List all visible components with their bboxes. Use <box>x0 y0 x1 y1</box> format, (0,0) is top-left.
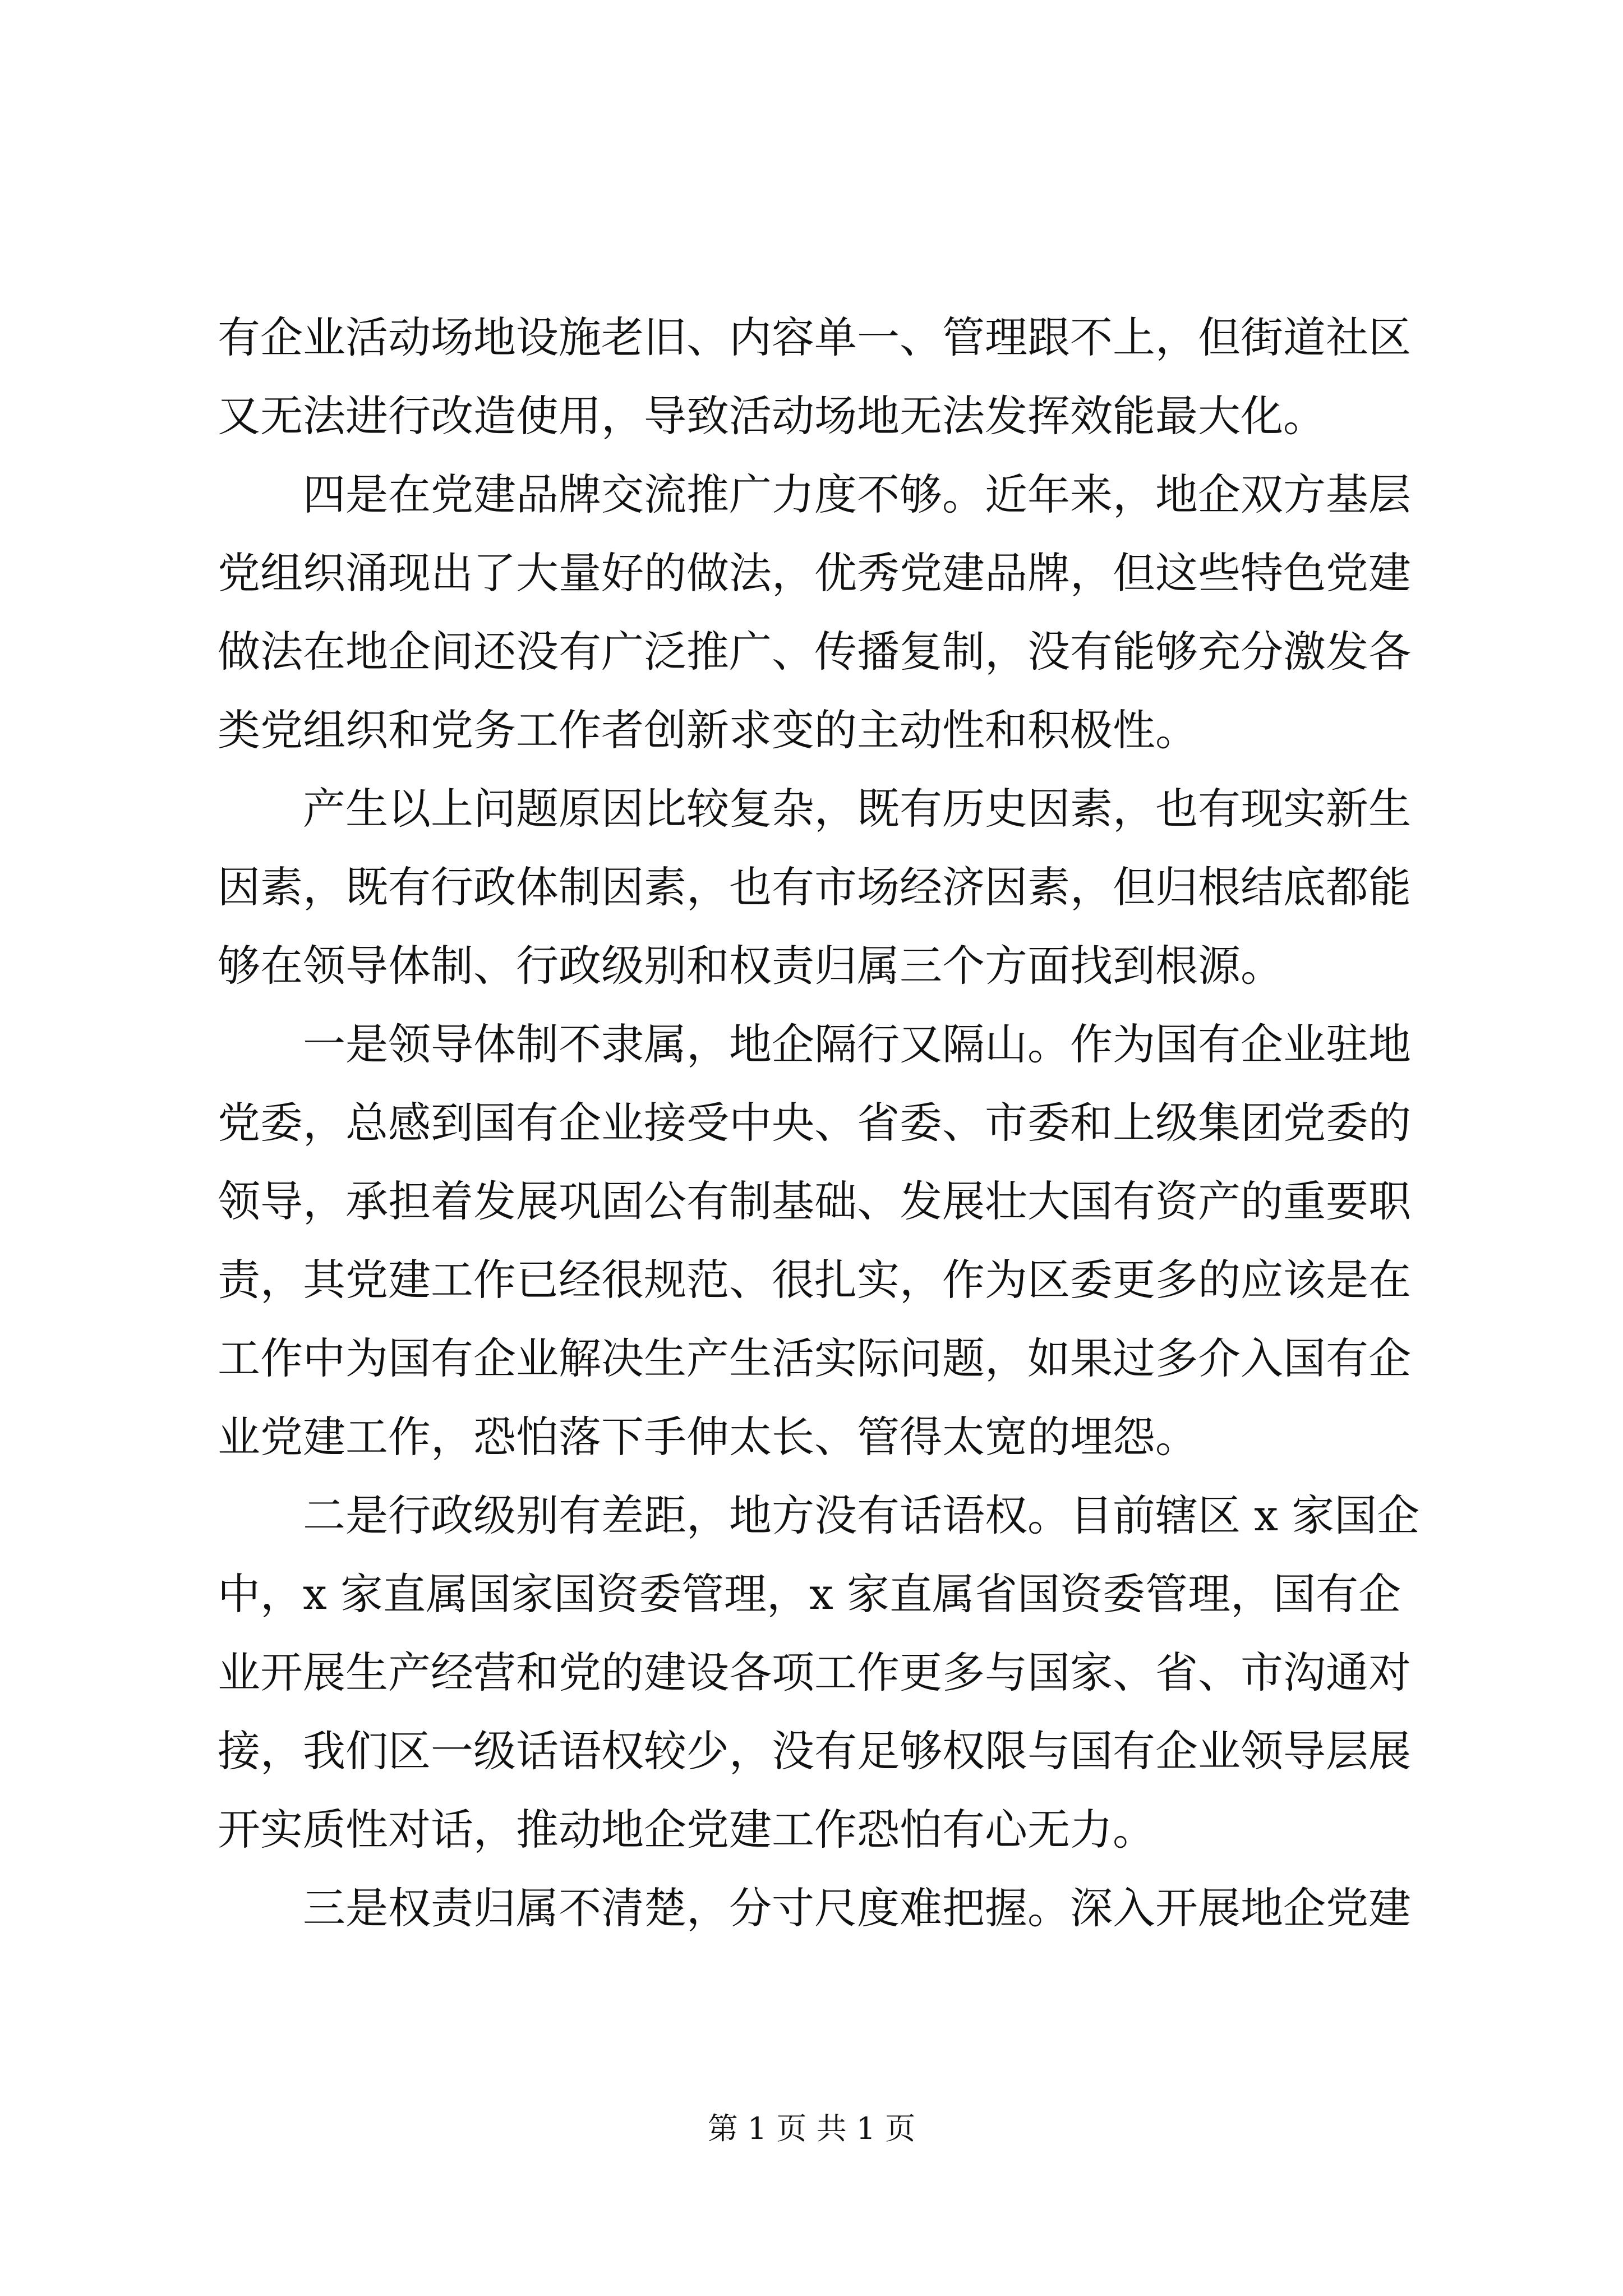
text-line: 业开展生产经营和党的建设各项工作更多与国家、省、市沟通对 <box>218 1648 1411 1697</box>
text-line: 责，其党建工作已经很规范、很扎实，作为区委更多的应该是在 <box>218 1255 1411 1305</box>
paragraph <box>218 1005 1413 1476</box>
text-line: 类党组织和党务工作者创新求变的主动性和积极性。 <box>218 705 1198 755</box>
text-line: 有企业活动场地设施老旧、内容单一、管理跟不上，但街道社区 <box>218 312 1411 362</box>
text-line: 够在领导体制、行政级别和权责归属三个方面找到根源。 <box>218 941 1283 991</box>
text-line: 开实质性对话，推动地企党建工作恐怕有心无力。 <box>218 1805 1155 1855</box>
document-body <box>218 298 1420 1948</box>
paragraph <box>218 455 1413 770</box>
text-line: 党组织涌现出了大量好的做法，优秀党建品牌，但这些特色党建 <box>218 548 1411 598</box>
text-line: 党委，总感到国有企业接受中央、省委、市委和上级集团党委的 <box>218 1098 1411 1148</box>
text-line: 做法在地企间还没有广泛推广、传播复制，没有能够充分激发各 <box>218 627 1411 677</box>
text-line: 中，x 家直属国家国资委管理，x 家直属省国资委管理，国有企 <box>218 1569 1401 1619</box>
text-line: 二是行政级别有差距，地方没有话语权。目前辖区 x 家国企 <box>303 1490 1420 1540</box>
paragraph <box>218 770 1413 1005</box>
text-line: 四是在党建品牌交流推广力度不够。近年来，地企双方基层 <box>303 470 1411 519</box>
text-line: 因素，既有行政体制因素，也有市场经济因素，但归根结底都能 <box>218 862 1411 912</box>
text-line: 产生以上问题原因比较复杂，既有历史因素，也有现实新生 <box>303 784 1411 834</box>
text-line: 工作中为国有企业解决生产生活实际问题，如果过多介入国有企 <box>218 1333 1411 1383</box>
page-footer <box>0 2109 1623 2148</box>
paragraph <box>218 298 1413 455</box>
text-line: 又无法进行改造使用，导致活动场地无法发挥效能最大化。 <box>218 391 1326 441</box>
paragraph <box>218 1476 1420 1869</box>
text-line: 一是领导体制不隶属，地企隔行又隔山。作为国有企业驻地 <box>303 1019 1411 1069</box>
text-line: 业党建工作，恐怕落下手伸太长、管得太宽的埋怨。 <box>218 1412 1198 1462</box>
page-number: 第 1 页 共 1 页 <box>707 2111 916 2146</box>
text-line: 三是权责归属不清楚，分寸尺度难把握。深入开展地企党建 <box>303 1883 1411 1933</box>
text-line: 领导，承担着发展巩固公有制基础、发展壮大国有资产的重要职 <box>218 1176 1411 1226</box>
text-line: 接，我们区一级话语权较少，没有足够权限与国有企业领导层展 <box>218 1726 1411 1776</box>
paragraph <box>218 1869 1413 1948</box>
